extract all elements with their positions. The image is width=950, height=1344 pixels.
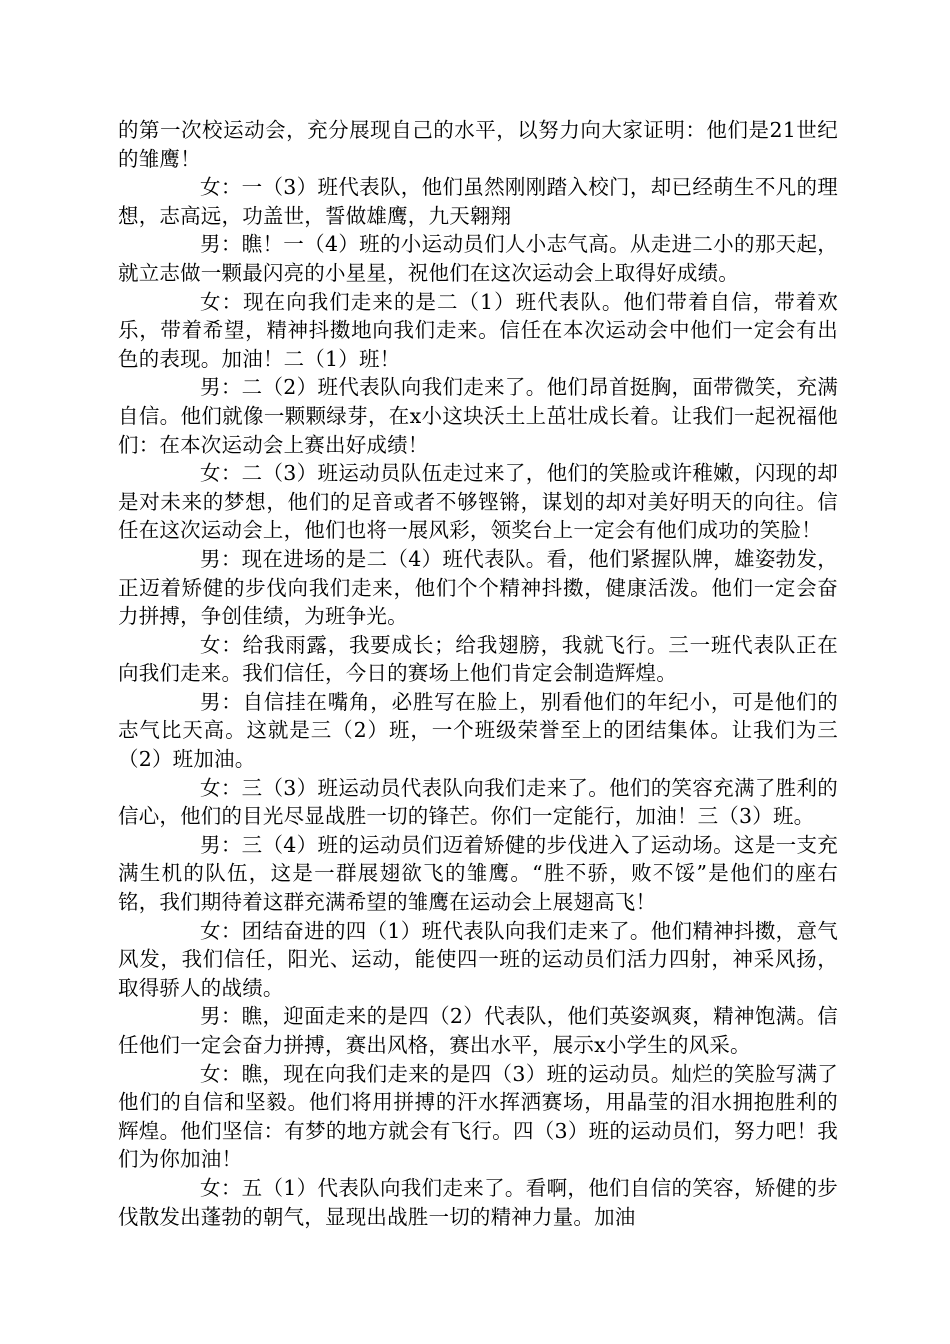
- paragraph-intro-continued: 的第一次校运动会，充分展现自己的水平，以努力向大家证明：他们是21世纪的雏鹰！: [118, 118, 838, 171]
- document-body: [118, 116, 838, 1231]
- paragraph-class-2-4: 男：现在进场的是二（4）班代表队。看，他们紧握队牌，雄姿勃发，正迈着矫健的步伐向我们走来，他们个个精神抖擞，健康活泼。他们一定会奋力拼搏，争创佳绩，为班争光。: [118, 546, 838, 629]
- paragraph-class-1-4: 男：瞧！一（4）班的小运动员们人小志气高。从走进二小的那天起，就立志做一颗最闪亮的小星星，祝他们在这次运动会上取得好成绩。: [118, 232, 838, 285]
- paragraph-class-1-3: 女：一（3）班代表队，他们虽然刚刚踏入校门，却已经萌生不凡的理想，志高远，功盖世，誓做雄鹰，九天翱翔: [118, 175, 838, 228]
- paragraph-class-4-1: 女：团结奋进的四（1）班代表队向我们走来了。他们精神抖擞，意气风发，我们信任，阳光、运动，能使四一班的运动员们活力四射，神采风扬，取得骄人的战绩。: [118, 918, 838, 1000]
- paragraph-class-5-1: 女：五（1）代表队向我们走来了。看啊，他们自信的笑容，矫健的步伐散发出蓬勃的朝气，显现出战胜一切的精神力量。加油: [118, 1175, 838, 1229]
- paragraph-class-4-2: 男：瞧，迎面走来的是四（2）代表队，他们英姿飒爽，精神饱满。信任他们一定会奋力拼搏，赛出风格，赛出水平，展示x小学生的风采。: [118, 1004, 838, 1057]
- paragraph-class-3-3: 女：三（3）班运动员代表队向我们走来了。他们的笑容充满了胜利的信心，他们的目光尽显战胜一切的锋芒。你们一定能行，加油！三（3）班。: [118, 775, 838, 829]
- paragraph-class-3-4: 男：三（4）班的运动员们迈着矫健的步伐进入了运动场。这是一支充满生机的队伍，这是一群展翅欲飞的雏鹰。“胜不骄，败不馁”是他们的座右铭，我们期待着这群充满希望的雏鹰在运动会上展翅高飞！: [118, 832, 838, 915]
- paragraph-class-2-1: 女：现在向我们走来的是二（1）班代表队。他们带着自信，带着欢乐，带着希望，精神抖擞地向我们走来。信任在本次运动会中他们一定会有出色的表现。加油！二（1）班！: [118, 289, 838, 371]
- paragraph-class-2-2: 男：二（2）班代表队向我们走来了。他们昂首挺胸，面带微笑，充满自信。他们就像一颗颗绿芽，在x小这块沃土上茁壮成长着。让我们一起祝福他们：在本次运动会上赛出好成绩！: [118, 375, 838, 457]
- paragraph-class-3-1: 女：给我雨露，我要成长；给我翅膀，我就飞行。三一班代表队正在向我们走来。我们信任，今日的赛场上他们肯定会制造辉煌。: [118, 632, 838, 686]
- paragraph-class-3-2: 男：自信挂在嘴角，必胜写在脸上，别看他们的年纪小，可是他们的志气比天高。这就是三（2）班，一个班级荣誉至上的团结集体。让我们为三（2）班加油。: [118, 689, 838, 772]
- paragraph-class-2-3: 女：二（3）班运动员队伍走过来了，他们的笑脸或许稚嫩，闪现的却是对未来的梦想，他们的足音或者不够铿锵，谋划的却对美好明天的向往。信任在这次运动会上，他们也将一展风彩，领奖台上一定会有他们成功的笑脸！: [118, 461, 838, 543]
- paragraph-class-4-3: 女：瞧，现在向我们走来的是四（3）班的运动员。灿烂的笑脸写满了他们的自信和坚毅。他们将用拼搏的汗水挥洒赛场，用晶莹的泪水拥抱胜利的辉煌。他们坚信：有梦的地方就会有飞行。四（3）班的运动员们，努力吧！我们为你加油！: [118, 1061, 838, 1172]
